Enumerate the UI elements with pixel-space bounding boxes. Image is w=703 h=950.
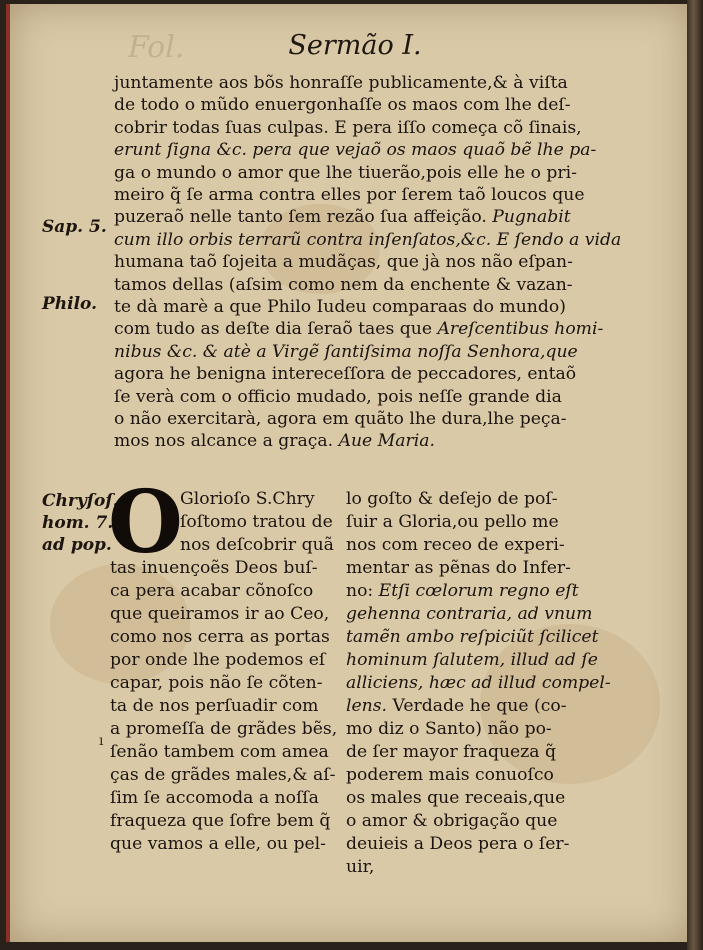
text-line — [114, 386, 562, 408]
margin-note-sap: Sap. 5. — [42, 217, 107, 237]
text-segment: agora he benigna intereceſſora de peccadores, entaõ — [114, 364, 577, 385]
text-line — [346, 856, 374, 878]
binding-edge — [687, 0, 703, 950]
text-segment: erunt ſigna &c. — [114, 140, 247, 161]
text-segment: Areſcentibus homi- — [437, 319, 604, 340]
text-segment: o não exercitarà, agora em quãto lhe dura,lhe peça- — [114, 409, 567, 429]
text-line — [114, 296, 566, 318]
text-segment: deuieis a Deos pera o ſer- — [346, 834, 570, 854]
text-segment: uir, — [346, 857, 375, 877]
text-line — [114, 430, 435, 452]
text-segment: nos deſcobrir quã — [180, 535, 334, 555]
text-segment: mentar as pẽnas do Infer- — [346, 558, 571, 578]
text-segment: meiro q̃ ſe arma contra elles por ſerem taõ loucos que — [114, 185, 585, 205]
text-segment: lo goſto & deſejo de poſ- — [346, 489, 558, 509]
text-line — [346, 649, 598, 671]
text-line — [346, 833, 569, 855]
text-line — [114, 162, 577, 184]
text-segment: te dà marè a que Philo Iudeu comparaas do mundo) — [114, 297, 566, 317]
text-segment: ſoſtomo tratou de — [180, 512, 333, 532]
text-segment: ſenão tambem com amea — [110, 742, 329, 762]
text-segment: Verdade he que (co- — [387, 696, 567, 716]
text-line — [110, 810, 330, 832]
text-segment: ca pera acabar cõnoſco — [110, 581, 314, 601]
text-line — [110, 580, 313, 602]
text-line — [110, 833, 326, 855]
text-line — [110, 557, 318, 579]
text-segment: os males que receais,que — [346, 788, 566, 808]
text-line — [346, 695, 567, 717]
text-segment: de ſer mayor fraqueza q̃ — [346, 742, 556, 762]
text-segment: nibus &c. — [114, 341, 198, 362]
ink-mark: ı — [99, 733, 104, 749]
text-segment: que queiramos ir ao Ceo, — [110, 604, 330, 624]
text-segment: juntamente aos bõs honraſſe publicamente,& à viſta — [114, 73, 568, 93]
text-segment: nos com receo de experi- — [346, 535, 565, 555]
text-line — [180, 511, 333, 533]
text-segment: capar, pois não ſe cõten- — [110, 673, 323, 693]
text-segment: Aue Maria. — [338, 431, 435, 452]
text-segment: por onde lhe podemos eſ — [110, 650, 326, 670]
text-line — [114, 363, 576, 385]
text-segment: tamẽn ambo reſpiciũt ſcilicet — [346, 627, 599, 647]
text-line — [346, 488, 558, 510]
text-segment: ſe verà com o officio mudado, pois neſſe grande dia — [114, 386, 562, 407]
text-segment: ta de nos perſuadir com — [110, 696, 319, 716]
text-line — [110, 741, 329, 763]
text-segment: E ſendo a vida — [491, 229, 622, 250]
drop-cap: O — [108, 472, 183, 573]
text-segment: alliciens, hæc ad illud compel- — [346, 673, 611, 693]
text-segment: hominum ſalutem, illud ad ſe — [346, 650, 598, 670]
text-line — [114, 94, 571, 116]
text-segment: mo diz o Santo) não po- — [346, 719, 552, 739]
text-segment: lens. — [346, 696, 388, 716]
text-segment: ças de grãdes males,& aſ- — [110, 765, 336, 785]
margin-note-line: hom. 7. — [42, 513, 114, 533]
text-segment: a promeſſa de grãdes bẽs, — [110, 719, 338, 739]
text-line — [346, 718, 552, 740]
text-segment: que vamos a elle, ou pel- — [110, 834, 326, 854]
text-segment: puzeraõ nelle tanto ſem rezão ſua affeição. — [114, 207, 493, 228]
text-line — [346, 787, 565, 809]
page-header: Sermão I. — [288, 30, 422, 61]
text-segment: o amor & obrigação que — [346, 811, 558, 831]
text-line — [110, 603, 329, 625]
text-line — [346, 672, 611, 694]
text-line — [114, 206, 571, 228]
text-line — [110, 626, 330, 648]
margin-note-line: ad pop. — [42, 535, 112, 555]
text-line — [114, 184, 585, 206]
text-segment: Pugnabit — [492, 207, 571, 228]
text-line — [114, 408, 567, 430]
text-line — [114, 274, 573, 296]
text-segment: fraqueza que ſofre bem q̃ — [110, 811, 331, 831]
text-line — [110, 649, 325, 671]
text-segment: & atè a Virgẽ ſantiſsima noſſa Senhora,que — [197, 341, 578, 362]
text-line — [180, 488, 315, 510]
text-line — [110, 764, 335, 786]
text-segment: com tudo as deſte dia ſeraõ taes que — [114, 319, 438, 340]
text-segment: mos nos alcance a graça. — [114, 431, 339, 452]
text-segment: cobrir todas ſuas culpas. E pera iſſo começa cõ ſinais, — [114, 117, 582, 138]
text-line — [346, 557, 571, 579]
text-segment: como nos cerra as portas — [110, 627, 330, 647]
text-line — [114, 139, 596, 161]
text-segment: Etſi cœlorum regno eſt — [378, 581, 579, 601]
text-line — [110, 672, 323, 694]
text-line — [114, 341, 578, 363]
text-line — [346, 764, 554, 786]
text-line — [346, 810, 557, 832]
text-line — [114, 251, 573, 273]
text-line — [114, 318, 603, 340]
text-segment: ſuir a Gloria,ou pello me — [346, 512, 559, 532]
text-segment: poderem mais conuoſco — [346, 765, 554, 785]
text-segment: gehenna contraria, ad vnum — [346, 604, 593, 624]
bleed-through-text: Fol. — [128, 30, 185, 65]
text-segment: ga o mundo o amor que lhe tiuerão,pois elle he o pri- — [114, 162, 577, 183]
text-line — [110, 695, 318, 717]
text-line — [346, 534, 565, 556]
text-segment: no: — [346, 581, 379, 601]
text-segment: de todo o mũdo enuergonhaſſe os maos com lhe deſ- — [114, 95, 571, 116]
text-line — [346, 626, 599, 648]
text-line — [346, 511, 559, 533]
text-line — [114, 72, 568, 94]
margin-note-philo: Philo. — [42, 294, 98, 314]
text-segment: tas inuençoẽs Deos buſ- — [110, 558, 318, 578]
text-segment: pera que vejaõ os maos quaõ bẽ lhe pa- — [246, 140, 597, 161]
text-line — [114, 117, 582, 139]
text-segment: tamos dellas (aſsim como nem da enchente & vazan- — [114, 274, 573, 295]
text-segment: ſim ſe accomoda a noſſa — [110, 788, 319, 808]
text-line — [346, 580, 579, 602]
text-line — [180, 534, 334, 556]
margin-note-line: Chryſoſ. — [42, 491, 119, 511]
text-line — [346, 741, 556, 763]
text-line — [110, 787, 319, 809]
text-segment: humana taõ ſojeita a mudãças, que jà nos não eſpan- — [114, 252, 573, 273]
text-line — [114, 229, 621, 251]
text-segment: Glorioſo S.Chry — [180, 489, 315, 509]
text-line — [346, 603, 592, 625]
text-line — [110, 718, 337, 740]
text-segment: cum illo orbis terrarũ contra inſenſatos,&c. — [114, 229, 492, 250]
